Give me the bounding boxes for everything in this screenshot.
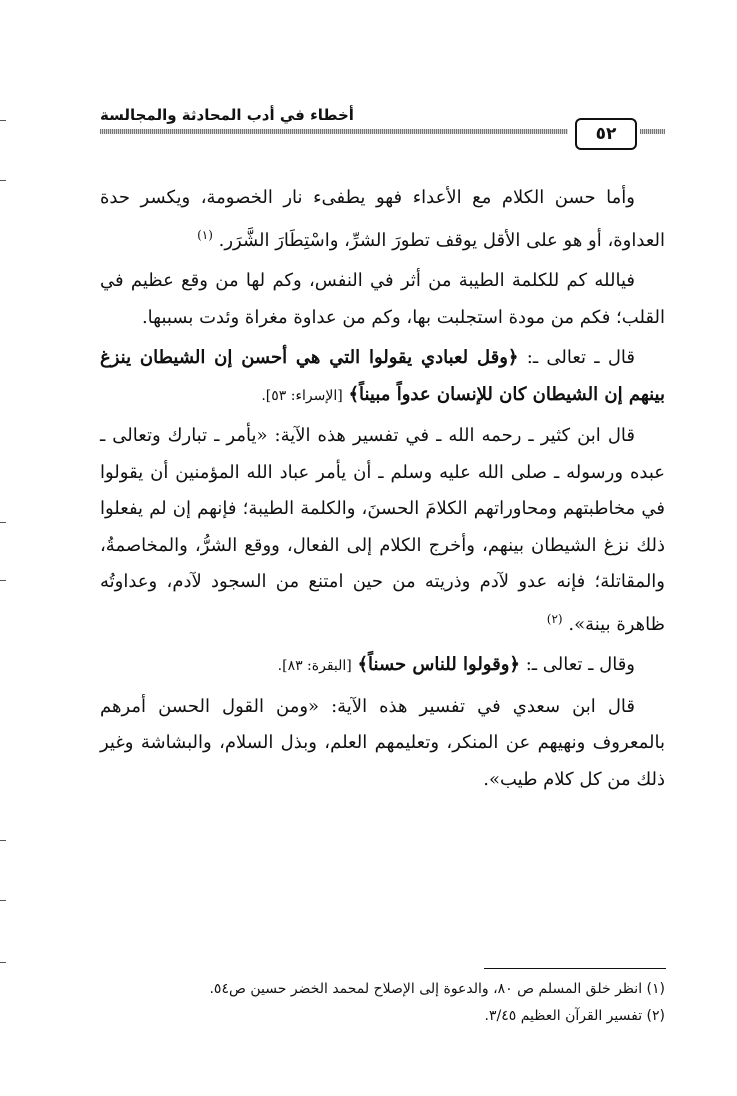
paragraph-1 — [100, 180, 665, 259]
footnotes — [100, 976, 665, 1030]
header-rule — [100, 129, 568, 134]
margin-mark — [0, 180, 6, 181]
paragraph-4-text: قال ابن كثير ـ رحمه الله ـ في تفسير هذه الآية: «يأمر ـ تبارك وتعالى ـ عبده ورسوله ـ صلى الله عليه وسلم ـ أن يأمر عباد الله المؤمنين أن يقولوا في مخاطبتهم ومحاوراتهم الكلامَ الحسنَ، والكلمة الطيبة؛ فإنهم إن لم يفعلوا ذلك نزغ الشيطان بينهم، وأخرج الكلام إلى الفعال، ووقع الشرُّ، والمخاصمةُ، والمقاتلة؛ فإنه عدو لآدم وذريته من حين امتنع من السجود لآدم، وعداوتُه ظاهرة بينة». — [100, 425, 665, 635]
paragraph-3 — [100, 340, 665, 414]
margin-mark — [0, 120, 6, 121]
paragraph-5 — [100, 647, 665, 685]
main-text — [100, 180, 665, 802]
margin-mark — [0, 522, 6, 523]
paragraph-2: فيالله كم للكلمة الطيبة من أثر في النفس، وكم لها من وقع عظيم في القلب؛ فكم من مودة استجلبت بها، وكم من عداوة مغراة وئدت بسببها. — [100, 270, 665, 328]
verse-reference: [البقرة: ٨٣]. — [277, 658, 352, 674]
quran-verse: ﴿وقولوا للناس حسناً﴾ — [357, 654, 520, 675]
margin-mark — [0, 900, 6, 901]
footnote-2: (٢) تفسير القرآن العظيم ٣/٤٥. — [484, 1008, 665, 1024]
quran-verse: ﴿وقل لعبادي يقولوا التي هي أحسن إن الشيطان ينزغ بينهم إن الشيطان كان للإنسان عدواً مبيناً﴾ — [100, 347, 665, 405]
page-number: ٥٢ — [575, 118, 637, 150]
footnote-separator — [484, 968, 666, 969]
margin-mark — [0, 962, 6, 963]
footnote-ref-1: (١) — [197, 227, 213, 242]
paragraph-1-text: وأما حسن الكلام مع الأعداء فهو يطفىء نار الخصومة، ويكسر حدة العداوة، أو هو على الأقل يوقف تطورَ الشرِّ، واسْتِطَارَ الشَّرَر. — [100, 187, 665, 251]
margin-mark — [0, 580, 6, 581]
header-rule-right — [640, 129, 665, 134]
paragraph-4 — [100, 418, 665, 643]
margin-mark — [0, 840, 6, 841]
page-header — [100, 100, 665, 150]
footnote-1: (١) انظر خلق المسلم ص ٨٠، والدعوة إلى الإصلاح لمحمد الخضر حسين ص٥٤. — [209, 981, 665, 997]
paragraph-6: قال ابن سعدي في تفسير هذه الآية: «ومن القول الحسن أمرهم بالمعروف ونهيهم عن المنكر، وتعليمهم العلم، وبذل السلام، والبشاشة وغير ذلك من كل كلام طيب». — [100, 695, 665, 790]
running-title: أخطاء في أدب المحادثة والمجالسة — [100, 106, 354, 124]
verse-reference: [الإسراء: ٥٣]. — [261, 387, 343, 404]
paragraph-5-intro: وقال ـ تعالى ـ: — [525, 654, 635, 675]
paragraph-3-intro: قال ـ تعالى ـ: — [526, 347, 636, 368]
footnote-ref-2: (٢) — [546, 611, 563, 626]
